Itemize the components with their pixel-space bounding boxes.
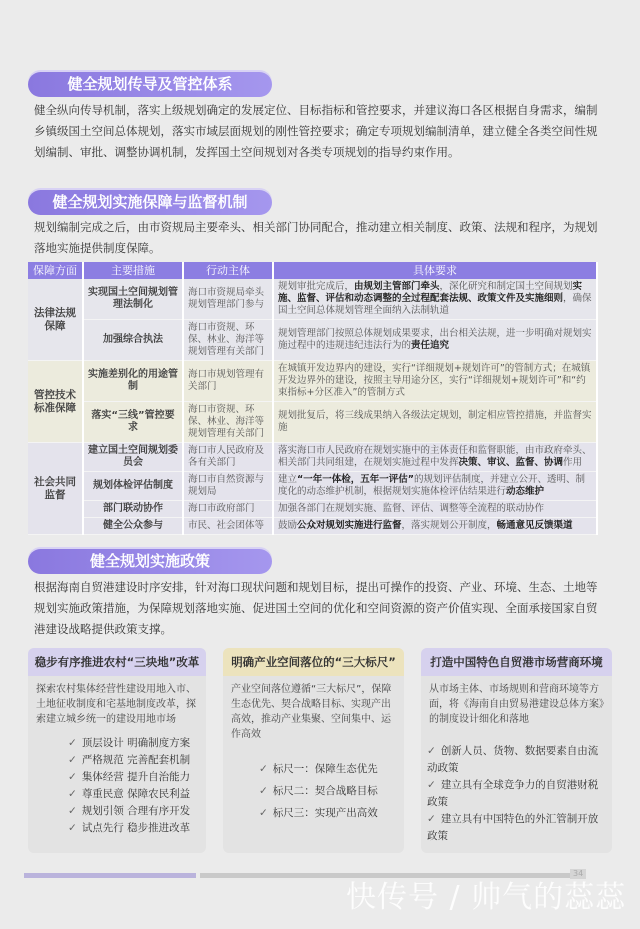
card-description: 从市场主体、市场规则和营商环境等方面，将《海南自由贸易港建设总体方案》的制度设计细化和落地 [429,684,604,725]
checklist-item-text: 规划引领 合理有序开发 [81,805,191,817]
requirement-cell [273,361,597,402]
card-checklist [28,735,206,837]
section-body-policy: 根据海南自贸港建设时序安排，针对海口现状问题和规划目标，提出可操作的投资、产业、环境、生态、土地等规划实施政策措施，为保障规划落地实施、促进国土空间的优化和空间资源的资产价值实现、全面承接国家自贸港建设战略提供政策支撑。 [34,580,598,636]
column-header: 行动主体 [183,262,273,279]
measure-cell: 健全公众参与 [83,518,183,535]
checklist-item [259,780,404,802]
checklist-item [68,769,206,786]
requirement-cell [273,443,597,472]
measure-cell: 加强综合执法 [83,320,183,361]
check-icon: ✓ [259,807,268,819]
requirement-text: 的规划评估制度，并建立公开、透明、制度化的动态维护机制，根据规划实施体检评估结果进行 [278,474,586,497]
requirement-text: 加强各部门在规划实施、监督、评估、调整等全流程的联动协作 [278,503,545,514]
requirement-emphasis: 实施、监督、评估和动态调整的全过程配套法规、政策文件及实施细则 [278,281,583,304]
checklist-item-text: 顶层设计 明确制度方案 [81,737,191,749]
checklist-item-text: 建立具有全球竞争力的自贸港财税政策 [427,779,599,808]
check-icon: ✓ [427,779,436,791]
table-row [28,361,597,402]
checklist-item-text: 严格规范 完善配套机制 [81,754,191,766]
guarantee-table [28,262,598,535]
requirement-cell [273,472,597,501]
actor-cell: 市民、社会团体等 [183,518,273,535]
requirement-text: 规划管理部门按照总体规划成果要求，出台相关法规，进一步明确对规划实施过程中的违规违纪违法行为的 [278,328,592,351]
section-title-supervision: 健全规划实施保障与监督机制 [28,190,272,215]
requirement-emphasis: 公众对规划实施进行监督 [297,520,402,531]
check-icon: ✓ [68,737,77,749]
table-row [28,402,597,443]
checklist-item [68,803,206,820]
table-row [28,472,597,501]
actor-cell: 海口市规划管理有关部门 [183,361,273,402]
card-checklist [223,758,404,824]
section-title-transmission: 健全规划传导及管控体系 [28,72,272,97]
actor-cell: 海口市资规、环保、林业、海洋等规划管理有关部门 [183,402,273,443]
checklist-item [68,735,206,752]
actor-cell: 海口市资规、环保、林业、海洋等规划管理有关部门 [183,320,273,361]
column-header: 保障方面 [28,262,83,279]
requirement-emphasis: 由规划主管部门牵头 [354,281,440,292]
measure-cell: 规划体检评估制度 [83,472,183,501]
requirement-text: ，深化研究和制定国土空间规划 [439,281,573,292]
table-row [28,443,597,472]
requirement-emphasis: 决策、审议、监督、协调 [458,457,564,468]
requirement-text: 建立 [278,474,298,485]
column-header: 具体要求 [273,262,597,279]
page-number: 34 [570,869,586,879]
section-title-policy: 健全规划实施政策 [28,549,272,574]
check-icon: ✓ [259,763,268,775]
check-icon: ✓ [427,813,436,825]
table-row [28,501,597,518]
requirement-cell [273,279,597,320]
card-description: 产业空间落位遵循“三大标尺”，保障生态优先、契合战略目标、实现产出高效，推动产业集聚、空间集中、运作高效 [231,684,392,740]
requirement-emphasis: “一年一体检，五年一评估” [297,474,415,485]
section-body-transmission: 健全纵向传导机制，落实上级规划确定的发展定位、目标指标和管控要求，并建议海口各区根据自身需求，编制乡镇级国土空间总体规划，落实市域层面规划的刚性管控要求；确定专项规划编制清单，建立健全各类空间性规划编制、审批、调整协调机制，发挥国土空间规划对各类专项规划的指导约束作用。 [34,103,598,159]
measure-cell: 实施差别化的用途管制 [83,361,183,402]
requirement-emphasis: 责任追究 [411,340,450,351]
requirement-cell [273,320,597,361]
section-body-supervision: 规划编制完成之后，由市资规局主要牵头、相关部门协同配合，推动建立相关制度、政策、法规和程序，为规划落地实施提供制度保障。 [34,220,598,255]
card-industrial-space [223,648,404,853]
check-icon: ✓ [259,785,268,797]
checklist-item-text: 建立具有中国特色的外汇管制开放政策 [427,813,599,842]
requirement-cell [273,518,597,535]
requirement-cell [273,501,597,518]
aspect-cell: 管控技术标准保障 [28,361,83,443]
checklist-item [68,786,206,803]
checklist-item [68,752,206,769]
requirement-text: 作用 [563,457,583,468]
check-icon: ✓ [68,771,77,783]
progress-bar-filled [24,873,196,878]
table-row [28,518,597,535]
requirement-text: 规划审批完成后， [278,281,355,292]
actor-cell: 海口市自然资源与规划局 [183,472,273,501]
checklist-item-text: 标尺一：保障生态优先 [272,763,378,775]
check-icon: ✓ [68,788,77,800]
aspect-cell: 社会共同监督 [28,443,83,535]
actor-cell: 海口市人民政府及各有关部门 [183,443,273,472]
checklist-item [427,811,612,845]
checklist-item-text: 集体经营 提升自治能力 [81,771,191,783]
actor-cell: 海口市资规局牵头规划管理部门参与 [183,279,273,320]
measure-cell: 实现国土空间规划管理法制化 [83,279,183,320]
requirement-text: ，落实规划公开制度， [401,520,497,531]
requirement-emphasis: 畅通意见反馈渠道 [496,520,573,531]
measure-cell: 建立国土空间规划委员会 [83,443,183,472]
check-icon: ✓ [68,754,77,766]
requirement-emphasis: 动态维护 [506,486,545,497]
checklist-item-text: 创新人员、货物、数据要素自由流动政策 [427,745,599,774]
checklist-item-text: 尊重民意 保障农民利益 [81,788,191,800]
checklist-item [68,820,206,837]
checklist-item-text: 标尺三：实现产出高效 [272,807,378,819]
card-title: 打造中国特色自贸港市场营商环境 [421,648,612,676]
card-business-environment [421,648,612,853]
checklist-item [259,802,404,824]
requirement-cell [273,402,597,443]
check-icon: ✓ [68,805,77,817]
table-row [28,320,597,361]
footer [24,869,627,919]
measure-cell: 部门联动协作 [83,501,183,518]
table-header-row [28,262,597,279]
check-icon: ✓ [68,822,77,834]
card-rural-land-reform [28,648,206,853]
card-description: 探索农村集体经营性建设用地入市、土地征收制度和宅基地制度改革，探索建立城乡统一的建设用地市场 [36,684,196,725]
check-icon: ✓ [427,745,436,757]
aspect-cell: 法律法规保障 [28,279,83,361]
progress-bar-track [200,873,570,878]
card-title: 明确产业空间落位的“三大标尺” [223,648,404,676]
policy-cards [28,648,612,853]
checklist-item [427,777,612,811]
card-checklist [421,743,612,845]
card-title: 稳步有序推进农村“三块地”改革 [28,648,206,676]
checklist-item [259,758,404,780]
measure-cell: 落实“三线”管控要求 [83,402,183,443]
table-row [28,279,597,320]
requirement-text: 鼓励 [278,520,298,531]
requirement-text: 规划批复后，将三线成果纳入各级法定规划，制定相应管控措施，并监督实施 [278,410,592,433]
requirement-text: ，确保国土空间总体规划管理全面纳入法制轨道 [278,293,592,316]
checklist-item-text: 试点先行 稳步推进改革 [81,822,191,834]
checklist-item [427,743,612,777]
checklist-item-text: 标尺二：契合战略目标 [272,785,378,797]
requirement-text: 落实海口市人民政府在规划实施中的主体责任和监督职能，由市政府牵头、相关部门共同组建，在规划实施过程中发挥 [278,445,592,468]
actor-cell: 海口市政府部门 [183,501,273,518]
watermark: 快传号 / 帅气的蕊蕊 [346,880,627,915]
requirement-text: 在城镇开发边界内的建设，实行“详细规划+规划许可”的管制方式；在城镇开发边界外的建设，按照主导用途分区，实行“详细规划+规划许可”和“约束指标+分区准入”的管制方式 [278,363,591,398]
column-header: 主要措施 [83,262,183,279]
